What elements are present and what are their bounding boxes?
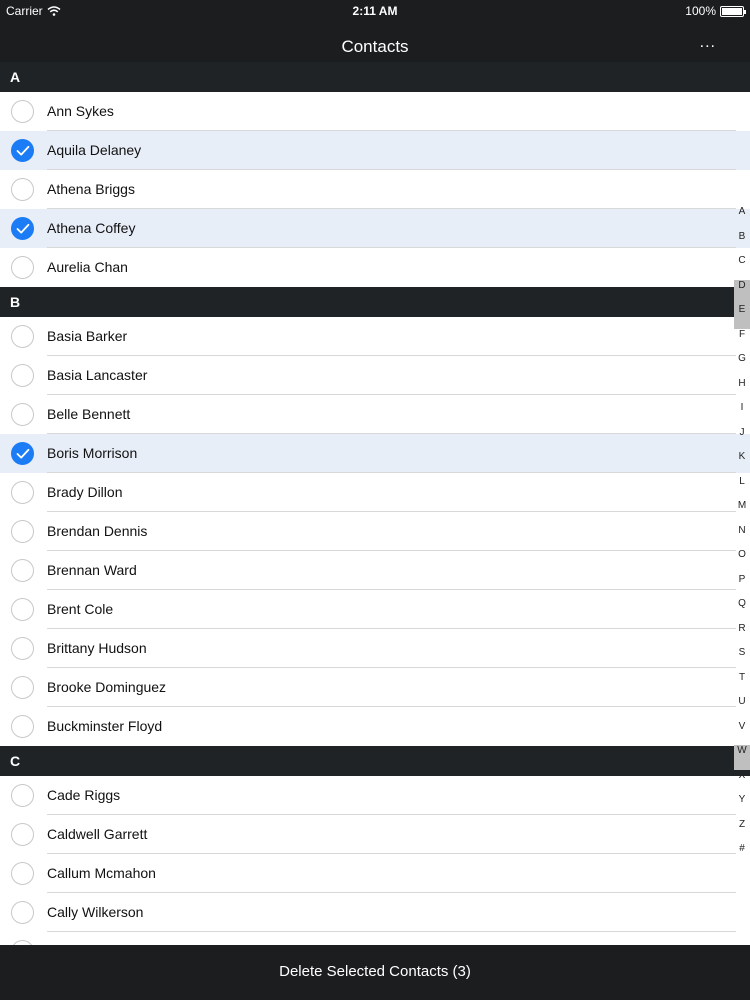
contact-row[interactable] [0, 512, 750, 551]
index-letter-n[interactable]: N [738, 524, 746, 536]
empty-circle-icon[interactable] [11, 325, 34, 348]
checkmark-circle-icon[interactable] [11, 217, 34, 240]
contact-row[interactable] [0, 590, 750, 629]
contact-name: Brooke Dominguez [47, 679, 167, 695]
contact-name: Aurelia Chan [47, 259, 128, 275]
index-letter-l[interactable]: L [739, 475, 745, 487]
contact-name: Aquila Delaney [47, 142, 142, 158]
index-letter-t[interactable]: T [738, 671, 746, 683]
contact-name: Brent Cole [47, 601, 114, 617]
contact-row[interactable] [0, 815, 750, 854]
empty-circle-icon[interactable] [11, 862, 34, 885]
bottom-toolbar [0, 945, 750, 1000]
empty-circle-icon[interactable] [11, 256, 34, 279]
contact-row[interactable] [0, 170, 750, 209]
empty-circle-icon[interactable] [11, 784, 34, 807]
empty-circle-icon[interactable] [11, 715, 34, 738]
index-letter-z[interactable]: Z [738, 818, 746, 830]
index-letter-v[interactable]: V [738, 720, 746, 732]
contact-row[interactable] [0, 248, 750, 287]
contact-row[interactable] [0, 395, 750, 434]
index-letter-i[interactable]: I [740, 402, 744, 413]
checkmark-circle-icon[interactable] [11, 139, 34, 162]
contact-name: Callum Mcmahon [47, 865, 156, 881]
contact-row[interactable] [0, 776, 750, 815]
clock: 2:11 AM [352, 4, 398, 18]
navigation-bar [0, 0, 750, 62]
contact-row[interactable] [0, 707, 750, 746]
contact-name: Athena Briggs [47, 181, 135, 197]
index-letter-c[interactable]: C [738, 255, 746, 266]
contact-row[interactable] [0, 854, 750, 893]
contact-name: Boris Morrison [47, 445, 138, 461]
contact-name: Athena Coffey [47, 220, 136, 236]
contact-row[interactable] [0, 356, 750, 395]
index-letter-j[interactable]: J [739, 426, 745, 438]
contact-list[interactable] [0, 62, 750, 945]
contact-name: Brennan Ward [47, 562, 137, 578]
empty-circle-icon[interactable] [11, 403, 34, 426]
empty-circle-icon[interactable] [11, 481, 34, 504]
carrier-label: Carrier [6, 4, 43, 18]
section-header-c: C [0, 746, 750, 776]
checkmark-circle-icon[interactable] [11, 442, 34, 465]
empty-circle-icon[interactable] [11, 598, 34, 621]
index-letter-g[interactable]: G [738, 353, 746, 364]
index-letter-k[interactable]: K [738, 451, 746, 462]
index-letter-w[interactable]: W [734, 745, 750, 770]
battery [685, 4, 744, 18]
index-letter-e[interactable]: E [734, 304, 750, 329]
index-letter-f[interactable]: F [738, 328, 746, 340]
index-letter-q[interactable]: Q [738, 598, 746, 609]
contact-row[interactable] [0, 92, 750, 131]
index-letter-hash[interactable]: # [739, 843, 745, 854]
more-button[interactable]: ... [699, 34, 716, 51]
index-letter-b[interactable]: B [738, 230, 746, 242]
empty-circle-icon[interactable] [11, 520, 34, 543]
index-letter-h[interactable]: H [738, 377, 746, 389]
index-letter-d[interactable]: D [734, 280, 750, 305]
battery-icon [720, 6, 744, 17]
battery-percent: 100% [685, 4, 716, 18]
contact-row[interactable] [0, 551, 750, 590]
empty-circle-icon[interactable] [11, 901, 34, 924]
delete-selected-button[interactable]: Delete Selected Contacts (3) [279, 963, 471, 980]
empty-circle-icon[interactable] [11, 823, 34, 846]
index-letter-y[interactable]: Y [738, 794, 746, 805]
contact-name: Brittany Hudson [47, 640, 147, 656]
contact-name: Cally Wilkerson [47, 904, 144, 920]
empty-circle-icon[interactable] [11, 364, 34, 387]
status-bar [0, 0, 750, 22]
contact-name: Brady Dillon [47, 484, 123, 500]
contact-row[interactable] [0, 668, 750, 707]
contact-row[interactable] [0, 434, 750, 473]
empty-circle-icon[interactable] [11, 178, 34, 201]
index-letter-a[interactable]: A [738, 206, 746, 217]
contact-name: Buckminster Floyd [47, 718, 163, 734]
contact-row[interactable] [0, 893, 750, 932]
empty-circle-icon[interactable] [11, 637, 34, 660]
section-index[interactable] [734, 206, 750, 868]
index-letter-p[interactable]: P [738, 573, 746, 585]
contact-name: Cade Riggs [47, 787, 121, 803]
empty-circle-icon[interactable] [11, 559, 34, 582]
contact-row[interactable] [0, 209, 750, 248]
index-letter-u[interactable]: U [738, 696, 746, 707]
index-letter-x[interactable]: X [738, 769, 746, 781]
index-letter-s[interactable]: S [738, 647, 746, 658]
contact-name: Belle Bennett [47, 406, 131, 422]
page-title: Contacts [341, 37, 409, 56]
contact-row[interactable] [0, 317, 750, 356]
contact-name: Basia Barker [47, 328, 128, 344]
contact-row[interactable] [0, 473, 750, 512]
section-header-b: B [0, 287, 750, 317]
contact-row[interactable] [0, 629, 750, 668]
contact-name: Ann Sykes [47, 103, 114, 119]
contact-name: Brendan Dennis [47, 523, 148, 539]
contact-name: Caldwell Garrett [47, 826, 148, 842]
section-header-a: A [0, 62, 750, 92]
empty-circle-icon[interactable] [11, 100, 34, 123]
contact-row[interactable] [0, 131, 750, 170]
index-letter-m[interactable]: M [737, 500, 747, 511]
index-letter-o[interactable]: O [738, 549, 746, 560]
contact-name: Basia Lancaster [47, 367, 148, 383]
index-letter-r[interactable]: R [738, 622, 746, 634]
empty-circle-icon[interactable] [11, 676, 34, 699]
